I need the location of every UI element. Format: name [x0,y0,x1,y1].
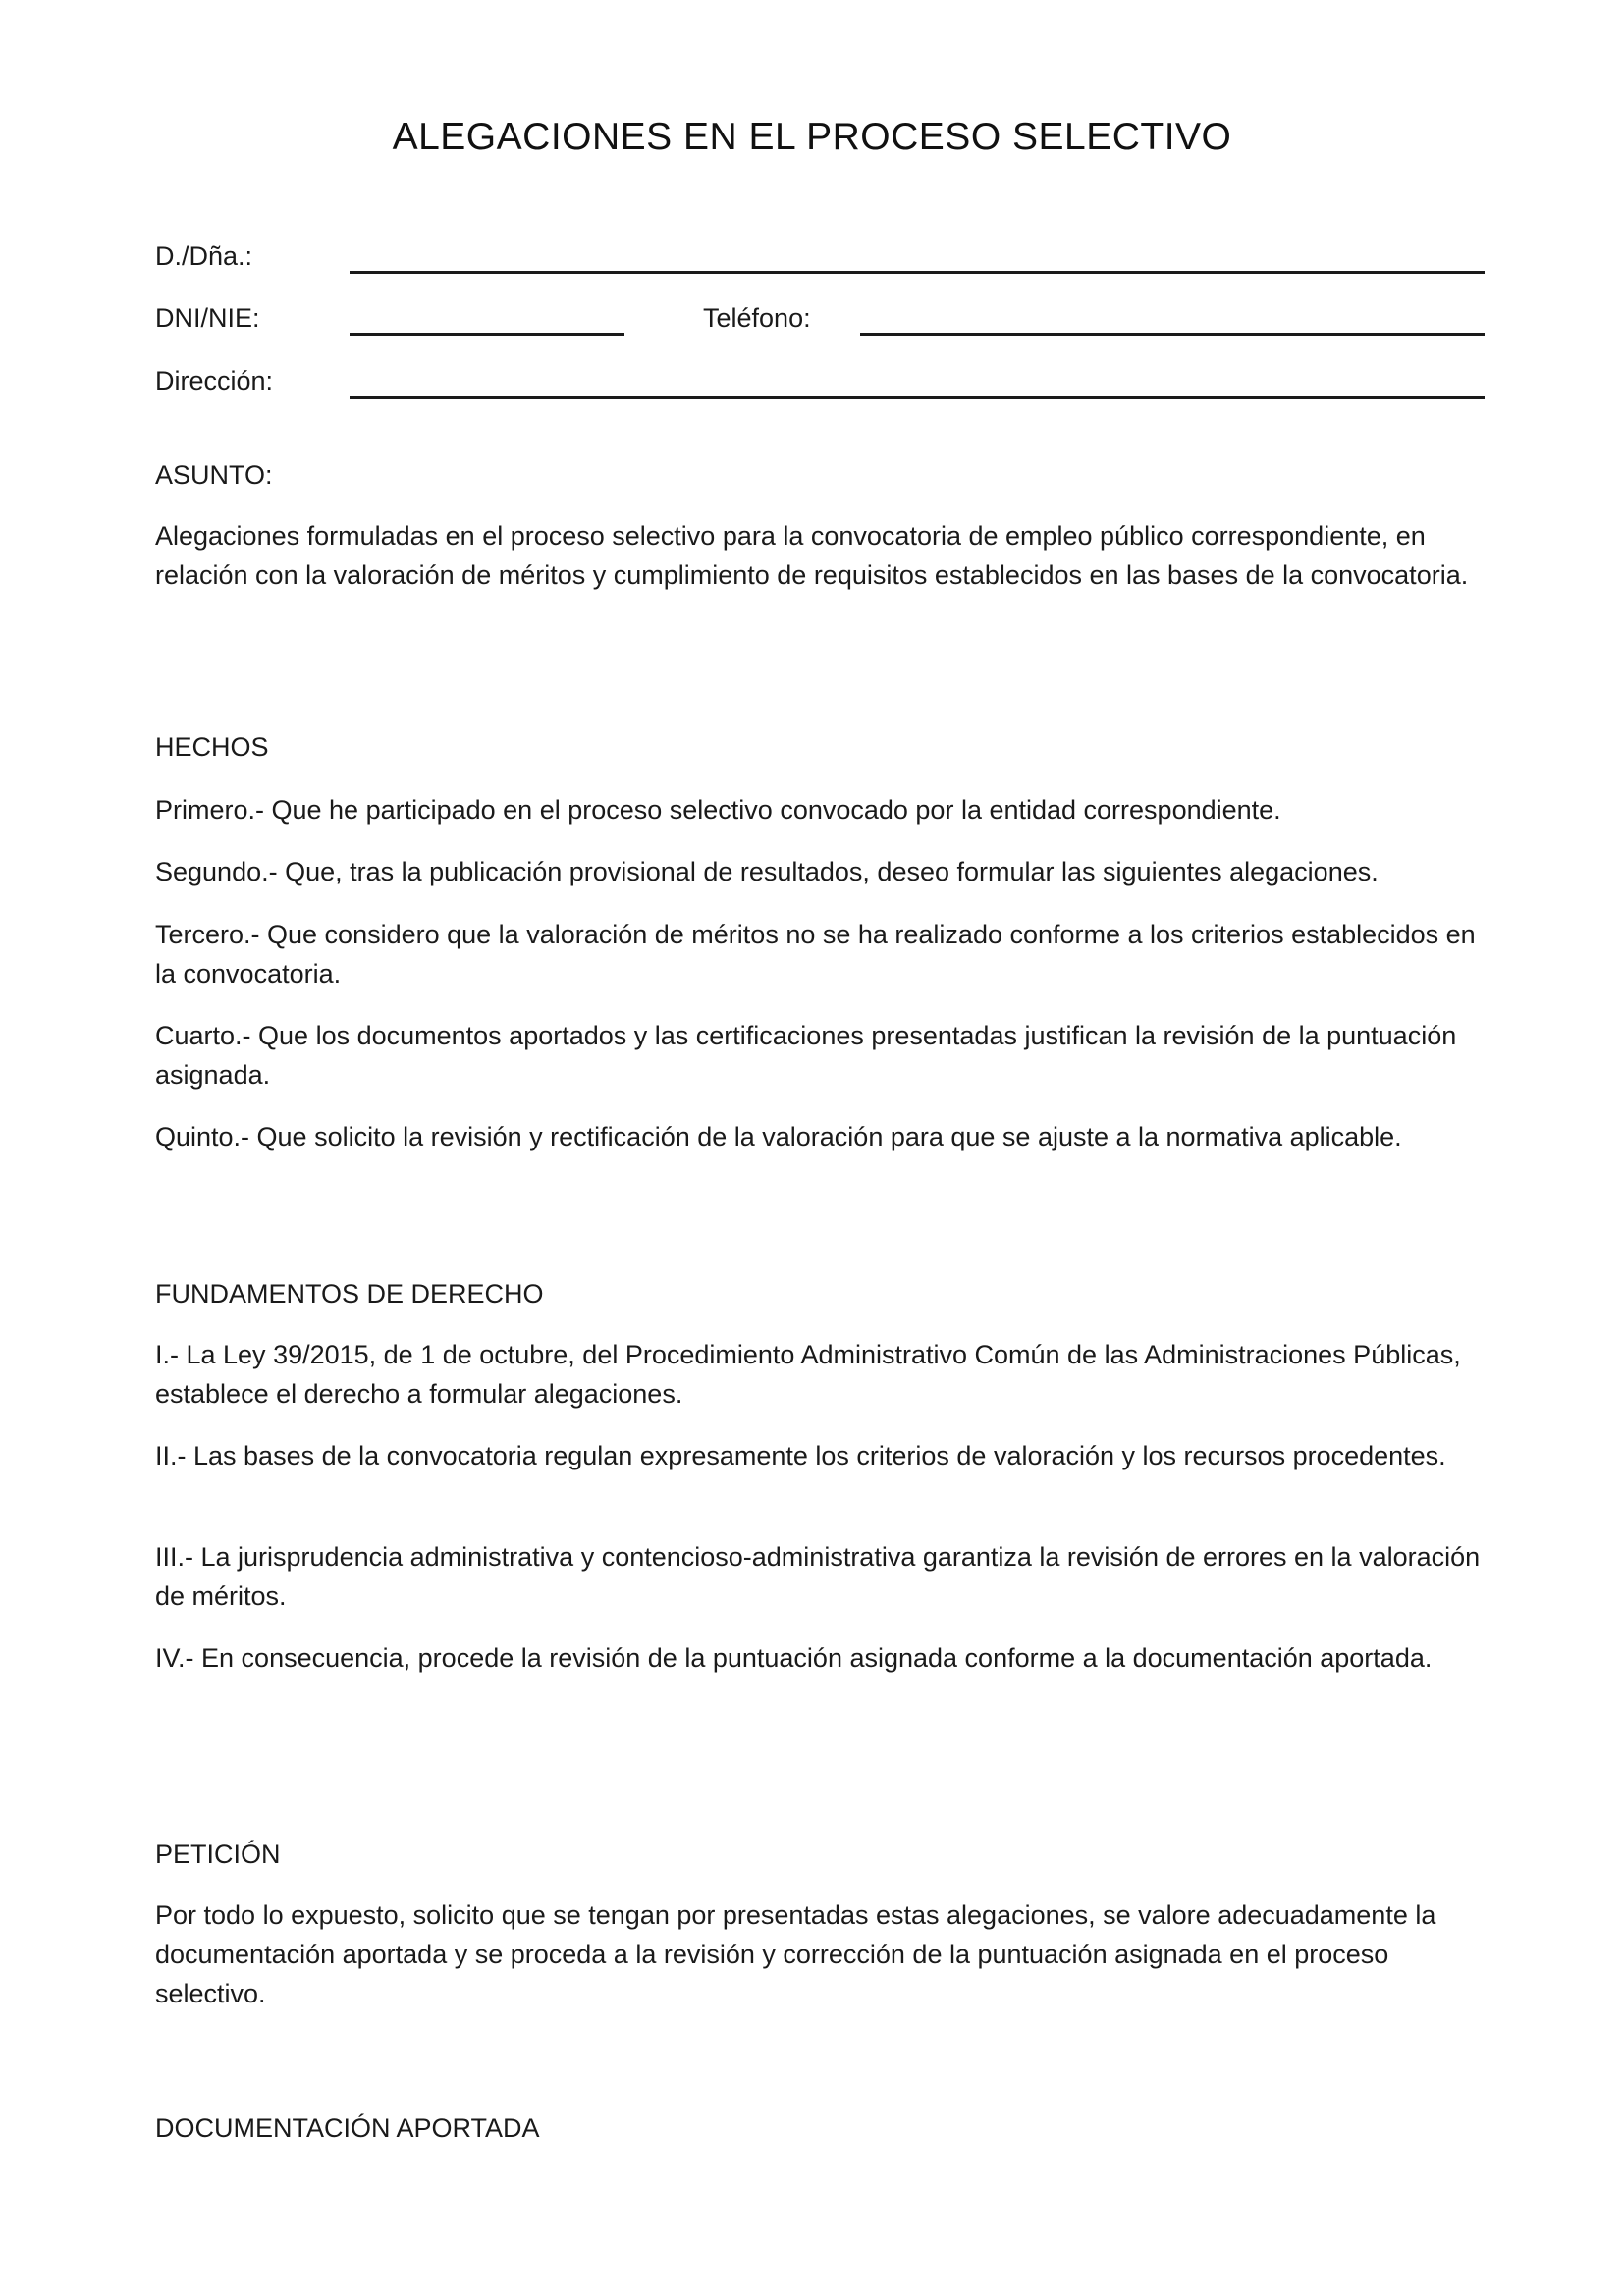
fundamentos-item: I.- La Ley 39/2015, de 1 de octubre, del Procedimiento Administrativo Común de las Administraciones Públicas, establece el derecho a formular alegaciones. [155,1340,1461,1409]
name-field[interactable] [350,271,1485,274]
fundamentos-item: IV.- En consecuencia, procede la revisión de la puntuación asignada conforme a la documentación aportada. [155,1643,1433,1673]
document-title: ALEGACIONES EN EL PROCESO SELECTIVO [392,116,1232,158]
fundamentos-item: II.- Las bases de la convocatoria regulan expresamente los criterios de valoración y los recursos procedentes. [155,1441,1446,1470]
address-label: Dirección: [155,366,274,396]
dni-field[interactable] [350,333,624,336]
hechos-item: Primero.- Que he participado en el proceso selectivo convocado por la entidad correspondiente. [155,795,1281,825]
hechos-item: Cuarto.- Que los documentos aportados y las certificaciones presentadas justifican la revisión de la puntuación asignada. [155,1021,1457,1090]
hechos-heading: HECHOS [155,732,269,762]
hechos-item: Tercero.- Que considero que la valoración de méritos no se ha realizado conforme a los criterios establecidos en la convocatoria. [155,920,1476,988]
address-field[interactable] [350,396,1485,399]
fundamentos-heading: FUNDAMENTOS DE DERECHO [155,1279,544,1308]
documentacion-heading: DOCUMENTACIÓN APORTADA [155,2113,540,2143]
hechos-item: Segundo.- Que, tras la publicación provisional de resultados, deseo formular las siguientes alegaciones. [155,857,1379,886]
fundamentos-item: III.- La jurisprudencia administrativa y contencioso-administrativa garantiza la revisión de errores en la valoración de méritos. [155,1542,1481,1611]
asunto-text: Alegaciones formuladas en el proceso selectivo para la convocatoria de empleo público correspondiente, en relación con la valoración de méritos y cumplimiento de requisitos establecidos en las bases de la convocatoria. [155,521,1469,590]
phone-field[interactable] [860,333,1485,336]
hechos-item: Quinto.- Que solicito la revisión y rectificación de la valoración para que se ajuste a la normativa aplicable. [155,1122,1402,1151]
dni-label: DNI/NIE: [155,303,260,333]
peticion-heading: PETICIÓN [155,1840,281,1869]
phone-label: Teléfono: [703,303,811,333]
peticion-text: Por todo lo expuesto, solicito que se tengan por presentadas estas alegaciones, se valore adecuadamente la documentación aportada y se proceda a la revisión y corrección de la puntuación asignada en el proceso selectivo. [155,1900,1436,2008]
asunto-heading: ASUNTO: [155,460,273,490]
name-label: D./Dña.: [155,241,253,271]
